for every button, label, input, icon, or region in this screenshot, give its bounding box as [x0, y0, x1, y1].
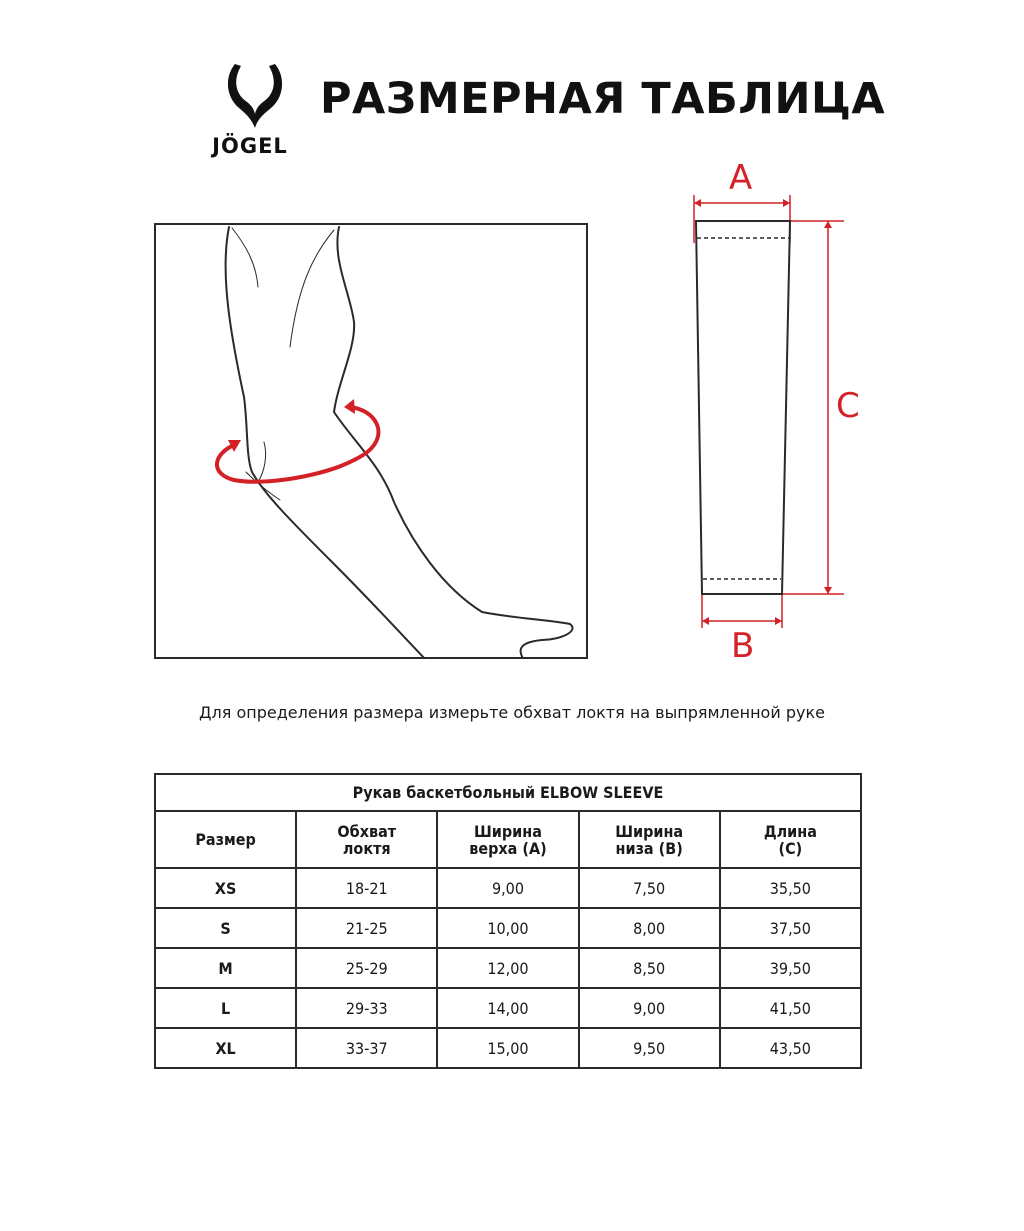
- header-line-1: Ширина: [474, 821, 542, 841]
- length-cell: 39,50: [720, 948, 861, 988]
- jogel-logo-icon: [195, 62, 305, 132]
- top-width-cell: 10,00: [437, 908, 578, 948]
- length-cell: 43,50: [720, 1028, 861, 1068]
- size-cell: M: [155, 948, 296, 988]
- brand-logo: [195, 62, 305, 162]
- bottom-width-cell: 9,00: [579, 988, 720, 1028]
- size-cell: XL: [155, 1028, 296, 1068]
- size-table: [154, 773, 862, 1069]
- bottom-width-cell: 8,00: [579, 908, 720, 948]
- size-cell: L: [155, 988, 296, 1028]
- top-width-cell: 12,00: [437, 948, 578, 988]
- header-line-1: Длина: [763, 821, 817, 841]
- top-width-cell: 9,00: [437, 868, 578, 908]
- table-row: [155, 868, 861, 908]
- elbow-girth-cell: 21-25: [296, 908, 437, 948]
- elbow-girth-cell: 18-21: [296, 868, 437, 908]
- brand-wordmark: JÖGEL: [212, 134, 288, 158]
- header-elbow-girth: [296, 811, 437, 868]
- table-row: [155, 988, 861, 1028]
- table-caption: Рукав баскетбольный ELBOW SLEEVE: [155, 774, 861, 811]
- top-width-cell: 15,00: [437, 1028, 578, 1068]
- header-top-width: [437, 811, 578, 868]
- page-title: РАЗМЕРНАЯ ТАБЛИЦА: [320, 74, 886, 124]
- length-cell: 41,50: [720, 988, 861, 1028]
- size-cell: XS: [155, 868, 296, 908]
- header-line-2: верха (A): [469, 838, 547, 858]
- size-cell: S: [155, 908, 296, 948]
- bottom-width-cell: 9,50: [579, 1028, 720, 1068]
- header-size: [155, 811, 296, 868]
- header-line-1: Обхват: [337, 821, 397, 841]
- table-row: [155, 908, 861, 948]
- elbow-girth-cell: 29-33: [296, 988, 437, 1028]
- arm-measure-icon: [156, 225, 586, 657]
- header-length: [720, 811, 861, 868]
- header-bottom-width: [579, 811, 720, 868]
- header-size-label: Размер: [195, 830, 256, 849]
- elbow-girth-cell: 33-37: [296, 1028, 437, 1068]
- table-row: [155, 1028, 861, 1068]
- elbow-girth-cell: 25-29: [296, 948, 437, 988]
- header-line-2: (C): [778, 838, 803, 858]
- header-line-1: Ширина: [615, 821, 684, 841]
- top-width-cell: 14,00: [437, 988, 578, 1028]
- header-line-2: локтя: [342, 838, 391, 858]
- bottom-width-cell: 8,50: [579, 948, 720, 988]
- dimension-label-a: A: [729, 158, 753, 198]
- table-row: [155, 948, 861, 988]
- length-cell: 37,50: [720, 908, 861, 948]
- dimension-label-b: B: [731, 626, 755, 666]
- header-line-2: низа (B): [615, 838, 683, 858]
- bottom-width-cell: 7,50: [579, 868, 720, 908]
- dimension-label-c: C: [836, 386, 860, 426]
- arm-illustration: [154, 223, 588, 659]
- measurement-instruction: Для определения размера измерьте обхват локтя на выпрямленной руке: [199, 703, 825, 722]
- length-cell: 35,50: [720, 868, 861, 908]
